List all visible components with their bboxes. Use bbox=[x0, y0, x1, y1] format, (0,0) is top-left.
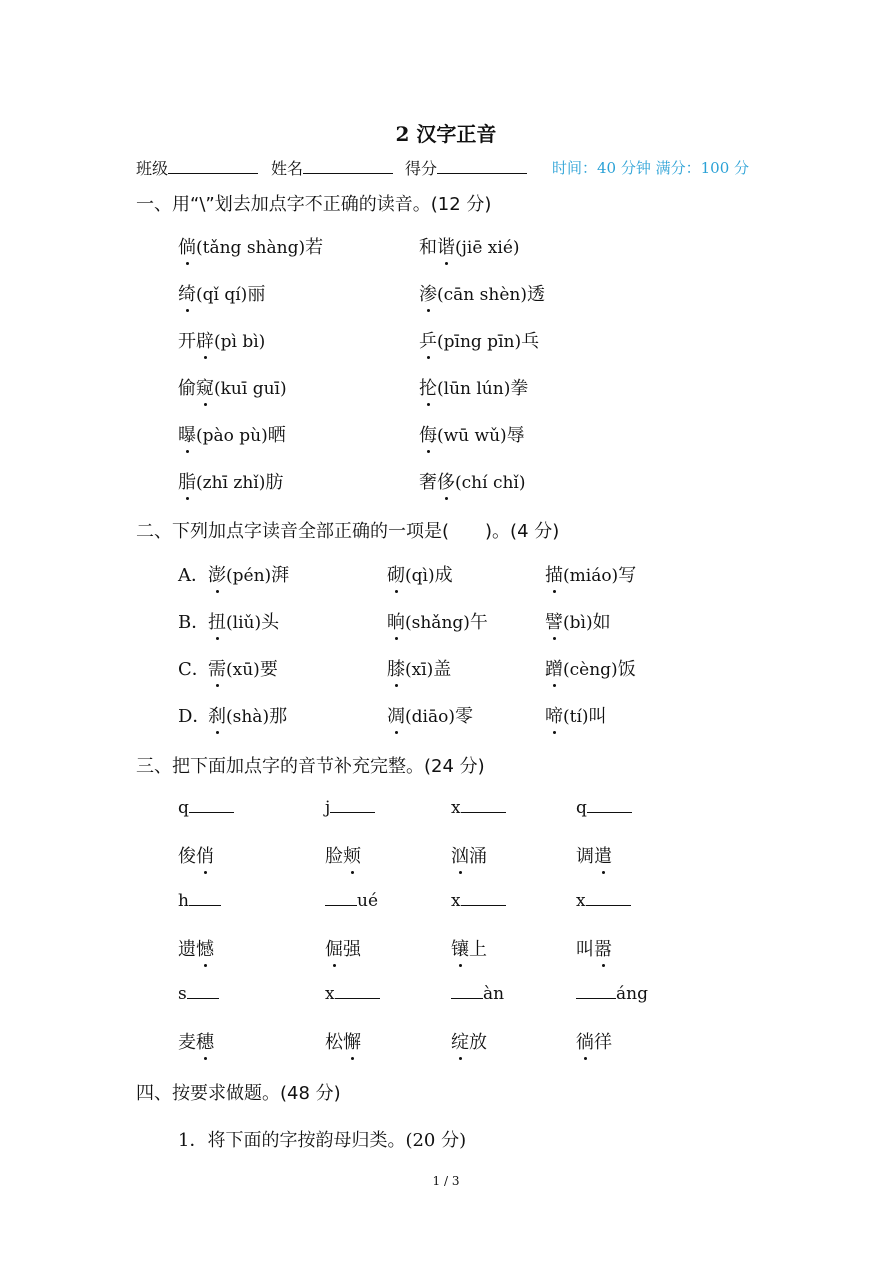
item-pinyin: (lūn lún) bbox=[437, 379, 511, 399]
item-pre: 和 bbox=[419, 237, 437, 258]
word-dot: 遣 bbox=[594, 842, 612, 868]
word-dot: 俏 bbox=[196, 842, 214, 868]
pronunciation-item bbox=[178, 374, 287, 400]
word-post: 强 bbox=[343, 939, 361, 960]
item-post: 拳 bbox=[510, 378, 529, 399]
pronunciation-item bbox=[419, 421, 525, 447]
item-dot: 绮 bbox=[178, 280, 196, 306]
pronunciation-item bbox=[178, 327, 265, 353]
item-pinyin: (tí) bbox=[563, 707, 589, 727]
item-pinyin: (qì) bbox=[405, 566, 435, 586]
item-post: 成 bbox=[434, 565, 453, 586]
syllable-blank[interactable] bbox=[325, 798, 375, 818]
item-post: 若 bbox=[305, 237, 324, 258]
word-dot: 绽 bbox=[451, 1028, 469, 1054]
item-dot: 啼 bbox=[545, 702, 563, 728]
item-dot: 谐 bbox=[437, 233, 455, 259]
option-item bbox=[387, 702, 473, 728]
answer-line[interactable] bbox=[325, 893, 357, 906]
pronunciation-item bbox=[419, 327, 539, 353]
word-dot: 汹 bbox=[451, 842, 469, 868]
option-item bbox=[208, 608, 279, 634]
pronunciation-item bbox=[178, 468, 283, 494]
word-item bbox=[576, 842, 612, 868]
item-post: 头 bbox=[261, 612, 280, 633]
syllable-blank[interactable] bbox=[451, 984, 504, 1004]
hint-suffix: áng bbox=[616, 984, 648, 1004]
hint-suffix: ué bbox=[357, 891, 379, 911]
page-number: 1 / 3 bbox=[432, 1174, 460, 1188]
word-pre: 俊 bbox=[178, 846, 196, 867]
option-label[interactable]: C． bbox=[178, 659, 210, 680]
hint-suffix: àn bbox=[483, 984, 505, 1004]
page-title: 2 汉字正音 bbox=[395, 122, 497, 146]
word-item bbox=[576, 935, 612, 961]
item-post: 透 bbox=[526, 284, 545, 305]
section2-heading: 二、下列加点字读音全部正确的一项是( )。(4 分) bbox=[136, 521, 560, 542]
hint-prefix: h bbox=[178, 891, 189, 911]
word-pre: 脸 bbox=[325, 846, 343, 867]
item-post: 乓 bbox=[521, 331, 540, 352]
item-pinyin: (wū wǔ) bbox=[437, 426, 507, 446]
section1-heading: 一、用“\”划去加点字不正确的读音。(12 分) bbox=[136, 194, 492, 215]
score-label: 得分 bbox=[405, 159, 438, 178]
word-dot: 倔 bbox=[325, 935, 343, 961]
item-dot: 侮 bbox=[419, 421, 437, 447]
answer-line[interactable] bbox=[587, 800, 632, 813]
item-post: 晒 bbox=[267, 425, 286, 446]
item-dot: 描 bbox=[545, 561, 563, 587]
word-item bbox=[325, 935, 361, 961]
pronunciation-item bbox=[419, 468, 525, 494]
item-post: 零 bbox=[454, 706, 473, 727]
item-dot: 譬 bbox=[545, 608, 563, 634]
option-item bbox=[387, 608, 488, 634]
word-post: 涌 bbox=[469, 846, 487, 867]
item-pinyin: (pào pù) bbox=[196, 426, 268, 446]
word-item bbox=[451, 935, 487, 961]
item-post: 午 bbox=[469, 612, 488, 633]
option-item bbox=[208, 655, 278, 681]
item-pinyin: (shà) bbox=[226, 707, 270, 727]
hint-prefix: q bbox=[576, 798, 587, 818]
class-blank[interactable] bbox=[168, 159, 258, 174]
score-blank[interactable] bbox=[437, 159, 527, 174]
item-post: 要 bbox=[259, 659, 278, 680]
item-dot: 晌 bbox=[387, 608, 405, 634]
item-pinyin: (tǎng shàng) bbox=[196, 238, 306, 258]
option-label[interactable]: B． bbox=[178, 612, 210, 633]
answer-line[interactable] bbox=[576, 986, 616, 999]
option-item bbox=[545, 561, 636, 587]
item-dot: 澎 bbox=[208, 561, 226, 587]
item-dot: 渗 bbox=[419, 280, 437, 306]
item-pinyin: (miáo) bbox=[563, 566, 619, 586]
word-pre: 叫 bbox=[576, 939, 594, 960]
item-pinyin: (diāo) bbox=[405, 707, 455, 727]
pronunciation-item bbox=[419, 233, 520, 259]
item-dot: 刹 bbox=[208, 702, 226, 728]
option-item bbox=[387, 655, 451, 681]
item-dot: 凋 bbox=[387, 702, 405, 728]
option-item bbox=[387, 561, 453, 587]
syllable-blank[interactable] bbox=[576, 984, 648, 1004]
hint-prefix: x bbox=[451, 798, 461, 818]
pronunciation-item bbox=[178, 421, 286, 447]
item-dot: 曝 bbox=[178, 421, 196, 447]
word-item bbox=[178, 1028, 214, 1054]
syllable-blank[interactable] bbox=[178, 891, 221, 911]
item-pre: 开 bbox=[178, 331, 196, 352]
item-pinyin: (jiē xié) bbox=[455, 238, 520, 258]
word-item bbox=[178, 842, 214, 868]
word-item bbox=[325, 1028, 361, 1054]
syllable-blank[interactable] bbox=[325, 891, 378, 911]
word-item bbox=[576, 1028, 612, 1054]
item-dot: 抡 bbox=[419, 374, 437, 400]
option-label[interactable]: D． bbox=[178, 706, 211, 727]
answer-line[interactable] bbox=[335, 986, 380, 999]
section4-sub1: 1．将下面的字按韵母归类。(20 分) bbox=[178, 1130, 467, 1151]
syllable-blank[interactable] bbox=[451, 798, 506, 818]
answer-line[interactable] bbox=[330, 800, 375, 813]
item-pinyin: (cān shèn) bbox=[437, 285, 527, 305]
pronunciation-item bbox=[178, 280, 265, 306]
name-field[interactable] bbox=[271, 156, 393, 179]
word-dot: 憾 bbox=[196, 935, 214, 961]
hint-prefix: j bbox=[325, 798, 331, 818]
time-limit: 时间：40 分钟 满分：100 分 bbox=[552, 159, 750, 177]
item-dot: 扭 bbox=[208, 608, 226, 634]
name-label: 姓名 bbox=[271, 159, 304, 178]
item-dot: 需 bbox=[208, 655, 226, 681]
word-item bbox=[178, 935, 214, 961]
item-pinyin: (qǐ qí) bbox=[196, 285, 248, 305]
syllable-blank[interactable] bbox=[325, 984, 380, 1004]
option-item bbox=[208, 702, 287, 728]
name-blank[interactable] bbox=[303, 159, 393, 174]
option-item bbox=[545, 608, 611, 634]
option-item bbox=[545, 702, 607, 728]
item-pinyin: (pīng pīn) bbox=[437, 332, 522, 352]
item-pinyin: (chí chǐ) bbox=[455, 473, 526, 493]
option-item bbox=[545, 655, 636, 681]
item-dot: 脂 bbox=[178, 468, 196, 494]
word-post: 徉 bbox=[594, 1032, 612, 1053]
item-post: 写 bbox=[618, 565, 637, 586]
syllable-blank[interactable] bbox=[178, 798, 234, 818]
item-post: 叫 bbox=[588, 706, 607, 727]
word-post: 放 bbox=[469, 1032, 487, 1053]
item-dot: 辟 bbox=[196, 327, 214, 353]
item-post: 丽 bbox=[247, 284, 266, 305]
pronunciation-item bbox=[419, 374, 528, 400]
pronunciation-item bbox=[419, 280, 545, 306]
item-dot: 侈 bbox=[437, 468, 455, 494]
word-pre: 调 bbox=[576, 846, 594, 867]
item-pinyin: (bì) bbox=[563, 613, 593, 633]
item-dot: 乒 bbox=[419, 327, 437, 353]
section4-heading: 四、按要求做题。(48 分) bbox=[136, 1083, 341, 1104]
answer-line[interactable] bbox=[461, 800, 506, 813]
score-field[interactable] bbox=[405, 156, 527, 179]
class-label: 班级 bbox=[136, 159, 169, 178]
item-pinyin: (liǔ) bbox=[226, 613, 262, 633]
word-dot: 懈 bbox=[343, 1028, 361, 1054]
hint-prefix: q bbox=[178, 798, 189, 818]
item-dot: 窥 bbox=[196, 374, 214, 400]
syllable-blank[interactable] bbox=[576, 798, 632, 818]
item-pinyin: (zhī zhǐ) bbox=[196, 473, 266, 493]
item-pre: 奢 bbox=[419, 472, 437, 493]
syllable-blank[interactable] bbox=[451, 891, 506, 911]
word-pre: 麦 bbox=[178, 1032, 196, 1053]
item-post: 如 bbox=[592, 612, 611, 633]
word-dot: 徜 bbox=[576, 1028, 594, 1054]
word-item bbox=[451, 1028, 487, 1054]
word-dot: 镶 bbox=[451, 935, 469, 961]
answer-line[interactable] bbox=[187, 986, 219, 999]
word-item bbox=[451, 842, 487, 868]
item-post: 湃 bbox=[271, 565, 290, 586]
hint-prefix: s bbox=[178, 984, 187, 1004]
syllable-blank[interactable] bbox=[576, 891, 631, 911]
item-post: 盖 bbox=[433, 659, 452, 680]
item-post: 那 bbox=[269, 706, 288, 727]
item-pre: 偷 bbox=[178, 378, 196, 399]
word-dot: 嚣 bbox=[594, 935, 612, 961]
item-dot: 倘 bbox=[178, 233, 196, 259]
class-field[interactable] bbox=[136, 156, 258, 179]
item-post: 饭 bbox=[617, 659, 636, 680]
item-post: 肪 bbox=[265, 472, 284, 493]
item-pinyin: (xū) bbox=[226, 660, 260, 680]
answer-line[interactable] bbox=[189, 893, 221, 906]
option-label[interactable]: A． bbox=[178, 565, 209, 586]
option-item bbox=[208, 561, 289, 587]
hint-prefix: x bbox=[325, 984, 335, 1004]
syllable-blank[interactable] bbox=[178, 984, 219, 1004]
answer-line[interactable] bbox=[451, 986, 483, 999]
answer-line[interactable] bbox=[586, 893, 631, 906]
word-dot: 颊 bbox=[343, 842, 361, 868]
section3-heading: 三、把下面加点字的音节补充完整。(24 分) bbox=[136, 756, 485, 777]
hint-prefix: x bbox=[451, 891, 461, 911]
answer-line[interactable] bbox=[461, 893, 506, 906]
item-pinyin: (pì bì) bbox=[214, 332, 266, 352]
word-pre: 松 bbox=[325, 1032, 343, 1053]
item-post: 辱 bbox=[506, 425, 525, 446]
item-pinyin: (shǎng) bbox=[405, 613, 470, 633]
item-pinyin: (pén) bbox=[226, 566, 272, 586]
item-dot: 膝 bbox=[387, 655, 405, 681]
word-post: 上 bbox=[469, 939, 487, 960]
item-pinyin: (xī) bbox=[405, 660, 434, 680]
item-dot: 砌 bbox=[387, 561, 405, 587]
item-dot: 蹭 bbox=[545, 655, 563, 681]
item-pinyin: (kuī guī) bbox=[214, 379, 287, 399]
hint-prefix: x bbox=[576, 891, 586, 911]
answer-line[interactable] bbox=[189, 800, 234, 813]
word-pre: 遗 bbox=[178, 939, 196, 960]
item-pinyin: (cèng) bbox=[563, 660, 618, 680]
pronunciation-item bbox=[178, 233, 323, 259]
word-item bbox=[325, 842, 361, 868]
word-dot: 穗 bbox=[196, 1028, 214, 1054]
